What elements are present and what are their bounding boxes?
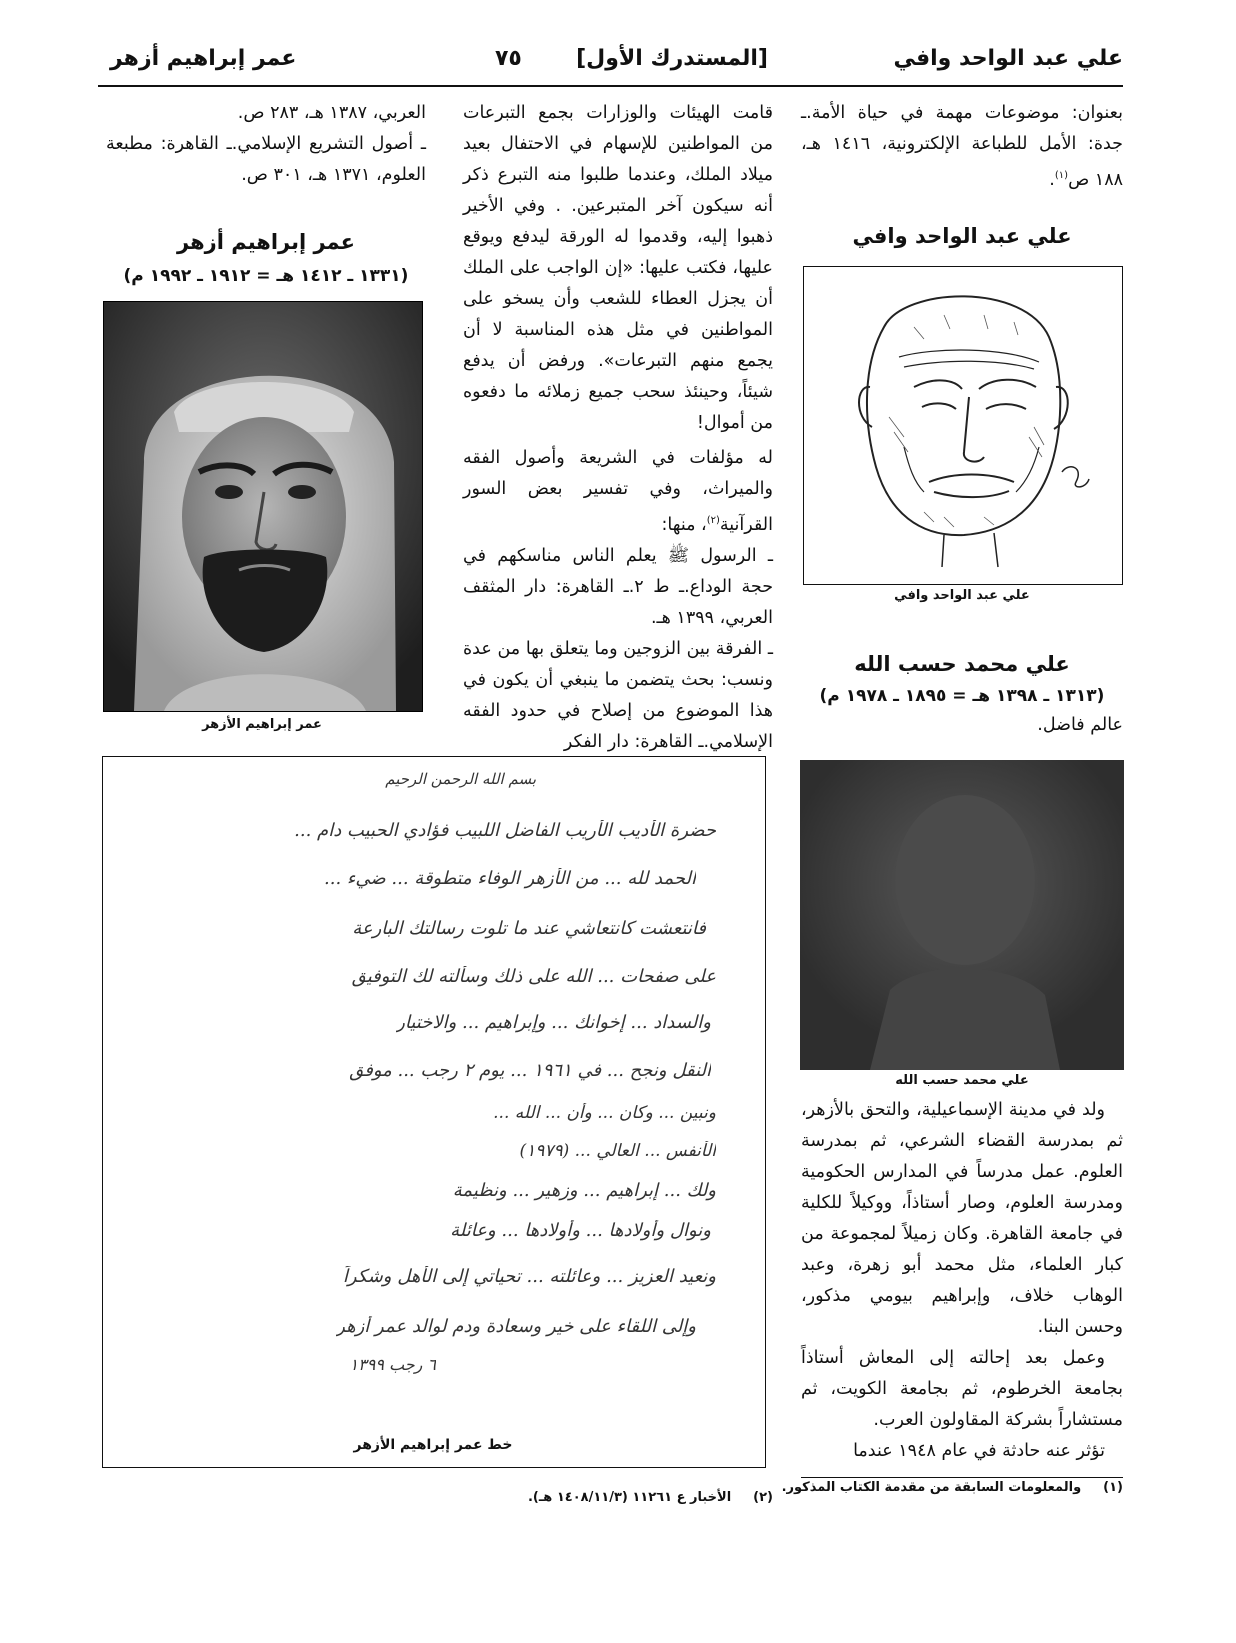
header-center-title: [المستدرك الأول] (576, 46, 768, 71)
letter-line: ولك ... إبراهيم ... وزهير ... ونظيمة (452, 1180, 716, 1201)
letter-line: الأنفس ... العالي ... (١٩٧٩) (519, 1141, 716, 1161)
middle-paragraph-1: قامت الهيئات والوزارات بجمع التبرعات من المواطنين للإسهام في الاحتفال بعيد ميلاد الملك، وعندما طلبوا منه التبرع ذكر أنه سيكون آخر المتبرعين. . وفي الأخير ذهبوا إليه، وقدموا له الورقة ليدفع ويوقع عليها، فكتب عليها: «إن الواجب على الملك أن يجزل العطاء للشعب وأن يسخو على المواطنين في مثل هذه المناسبة لا أن يجمع منهم التبرعات». ورفض أن يدفع شيئاً، وحينئذ سحب جميع زملائه ما دفعوه من أموال! (463, 103, 773, 433)
hasab-photo-texture (800, 760, 1124, 1070)
middle-item-2: ـ الفرقة بين الزوجين وما يتعلق بها من عدة ونسب: بحث يتضمن ما ينبغي أن يكون في هذا الموضوع من إصلاح في حدود الفقه الإسلامي.ـ القاهرة: دار الفكر (463, 638, 773, 752)
letter-caption: خط عمر إبراهيم الأزهر (353, 1437, 513, 1453)
middle-column (463, 98, 773, 758)
letter-line: ونعيد العزيز ... وعائلته ... تحياتي إلى الأهل وشكراً (342, 1266, 716, 1287)
hasab-bio (801, 1095, 1123, 1467)
letter-line: وإلى اللقاء على خير وسعادة ودم لوالد عمر أزهر (336, 1316, 696, 1337)
hasab-dates: (١٣١٣ ـ ١٣٩٨ هـ = ١٨٩٥ ـ ١٩٧٨ م) (819, 686, 1105, 706)
header-right-title: علي عبد الواحد وافي (893, 46, 1123, 71)
header-left-title: عمر إبراهيم أزهر (110, 46, 297, 71)
footnote-ref-2: (٢) (706, 515, 720, 526)
left-continuation: العربي، ١٣٨٧ هـ، ٢٨٣ ص. (237, 103, 426, 123)
letter-line: الحمد لله ... من الأزهر الوفاء متطوقة ... ضيء ... (324, 868, 696, 889)
footnote-1: (١)والمعلومات السابقة من مقدمة الكتاب المذكور. (781, 1480, 1123, 1495)
bio-paragraph-1: ولد في مدينة الإسماعيلية، والتحق بالأزهر، ثم بمدرسة القضاء الشرعي، ثم بمدرسة العلوم. عمل مدرساً في المدارس الحكومية ومدرسة العلوم، وصار أستاذاً، ووكيلاً للكلية في جامعة القاهرة. وكان زميلاً لمجموعة من كبار العلماء، مثل محمد أبو زهرة، وعبد الوهاب خلاف، وإبراهيم بيومي مذكور، وحسن البنا. (801, 1100, 1123, 1337)
letter-line: ونبين ... وكان ... وأن ... الله ... (493, 1103, 716, 1123)
footnote-rule (801, 1477, 1123, 1478)
hasab-heading: علي محمد حسب الله (854, 652, 1070, 676)
wafi-portrait-sketch (804, 267, 1122, 584)
letter-line: النقل ونجح ... في ١٩٦١ ... يوم ٢ رجب ... موفق (349, 1060, 711, 1081)
bio-paragraph-3: تؤثر عنه حادثة في عام ١٩٤٨ عندما (853, 1441, 1105, 1461)
azhar-photo (103, 301, 423, 712)
hasab-photo (800, 760, 1124, 1070)
wafi-caption: علي عبد الواحد وافي (894, 588, 1030, 603)
left-item-3: ـ أصول التشريع الإسلامي.ـ القاهرة: مطبعة العلوم، ١٣٧١ هـ، ٣٠١ ص. (106, 134, 426, 185)
azhar-dates: (١٣٣١ ـ ١٤١٢ هـ = ١٩١٢ ـ ١٩٩٢ م) (123, 266, 409, 286)
footnote-2: (٢)الأخبار ع ١١٢٦١ (١٤٠٨/١١/٣ هـ). (527, 1490, 773, 1505)
bio-paragraph-2: وعمل بعد إحالته إلى المعاش أستاذاً بجامعة الخرطوم، ثم بجامعة الكويت، ثم مستشاراً بشركة المقاولون العرب. (801, 1348, 1123, 1430)
letter-line: حضرة الأديب الأريب الفاضل اللبيب فؤادي الحبيب دام ... (294, 820, 716, 841)
azhar-caption: عمر إبراهيم الأزهر (202, 717, 322, 732)
azhar-portrait (104, 302, 422, 711)
letter-line: بسم الله الرحمن الرحيم (385, 770, 536, 788)
footnote-ref-1: (١) (1054, 170, 1069, 181)
header-rule (98, 85, 1123, 87)
azhar-heading: عمر إبراهيم أزهر (177, 230, 355, 254)
hasab-desc: عالم فاضل. (1037, 715, 1123, 735)
right-column-top (801, 98, 1123, 196)
middle-paragraph-2: له مؤلفات في الشريعة وأصول الفقه والميراث، وفي تفسير بعض السور القرآنية$^{(٢)}$، منها: (463, 448, 773, 535)
hasab-caption: علي محمد حسب الله (895, 1073, 1029, 1088)
letter-line: فانتعشت كانتعاشي عند ما تلوت رسالتك البارعة (352, 918, 706, 939)
letter-line: ونوال وأولادها ... وأولادها ... وعائلة (450, 1220, 711, 1241)
letter-line: على صفحات ... الله على ذلك وسألته لك التوفيق (351, 966, 716, 987)
left-column-top (106, 98, 426, 191)
page-number: ٧٥ (495, 46, 522, 71)
wafi-heading: علي عبد الواحد وافي (852, 224, 1072, 248)
letter-line: والسداد ... إخوانك ... وإبراهيم ... والاختيار (396, 1012, 711, 1033)
middle-item-1: ـ الرسول ﷺ يعلم الناس مناسكهم في حجة الوداع.ـ ط ٢.ـ القاهرة: دار المثقف العربي، ١٣٩٩ هـ. (463, 545, 774, 628)
letter-line: ٦ رجب ١٣٩٩ (349, 1355, 436, 1374)
intro-paragraph: بعنوان: موضوعات مهمة في حياة الأمة.ـ جدة: الأمل للطباعة الإلكترونية، ١٤١٦ هـ، ١٨٨ ص$^{(١)}$. (801, 103, 1123, 190)
wafi-sketch-frame (803, 266, 1123, 585)
